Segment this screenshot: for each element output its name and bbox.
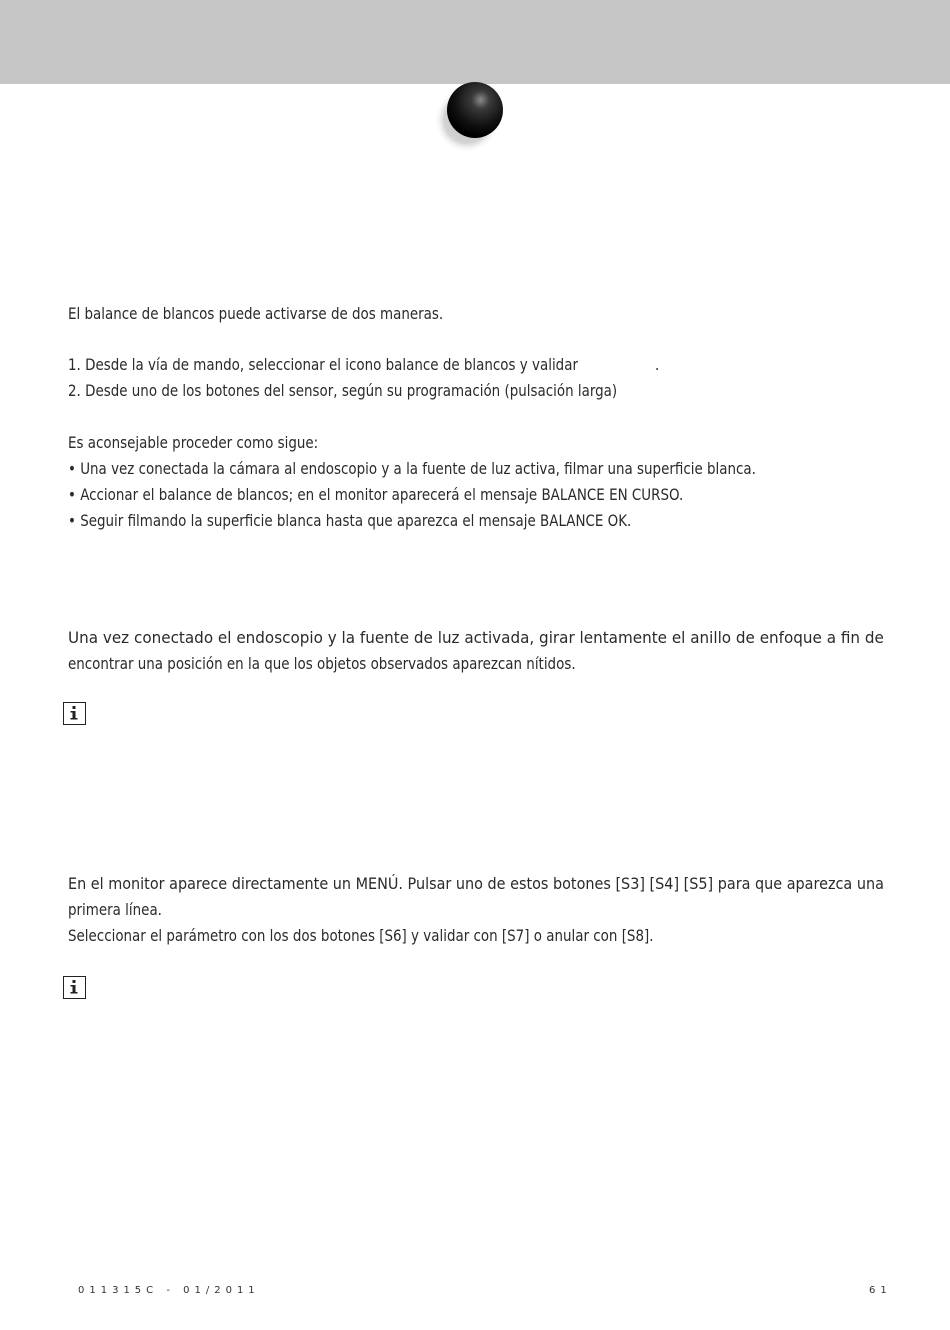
- menu-line-1: En el monitor aparece directamente un MENÚ. Pulsar uno de estos botones [S3] [S4] [S5] para que aparezca una: [68, 874, 884, 893]
- bullet-3: • Seguir filmando la superficie blanca hasta que aparezca el mensaje BALANCE OK.: [68, 511, 632, 530]
- step-1: 1. Desde la vía de mando, seleccionar el icono balance de blancos y validar: [68, 355, 578, 374]
- step-1-trailing-dot: .: [655, 355, 660, 374]
- step-2: 2. Desde uno de los botones del sensor, según su programación (pulsación larga): [68, 381, 618, 400]
- section-ball-icon: [434, 80, 510, 156]
- info-icon: [63, 702, 86, 725]
- intro-text: El balance de blancos puede activarse de dos maneras.: [68, 304, 444, 323]
- menu-line-2: primera línea.: [68, 900, 162, 919]
- footer-doc-code: 011315C - 01/2011: [78, 1285, 260, 1296]
- menu-line-3: Seleccionar el parámetro con los dos botones [S6] y validar con [S7] o anular con [S8].: [68, 926, 654, 945]
- focus-line-1: Una vez conectado el endoscopio y la fuente de luz activada, girar lentamente el anillo de enfoque a fin de: [68, 628, 884, 647]
- footer-page-number: 61: [869, 1285, 892, 1296]
- focus-line-2: encontrar una posición en la que los objetos observados aparezcan nítidos.: [68, 654, 576, 673]
- bullet-2: • Accionar el balance de blancos; en el monitor aparecerá el mensaje BALANCE EN CURSO.: [68, 485, 684, 504]
- info-icon-2: [63, 976, 86, 999]
- advice-heading: Es aconsejable proceder como sigue:: [68, 433, 319, 452]
- focus-paragraph: [68, 625, 884, 677]
- bullet-1: • Una vez conectada la cámara al endoscopio y a la fuente de luz activa, filmar una superficie blanca.: [68, 459, 756, 478]
- menu-paragraph: [68, 871, 884, 949]
- header-band: [0, 0, 950, 84]
